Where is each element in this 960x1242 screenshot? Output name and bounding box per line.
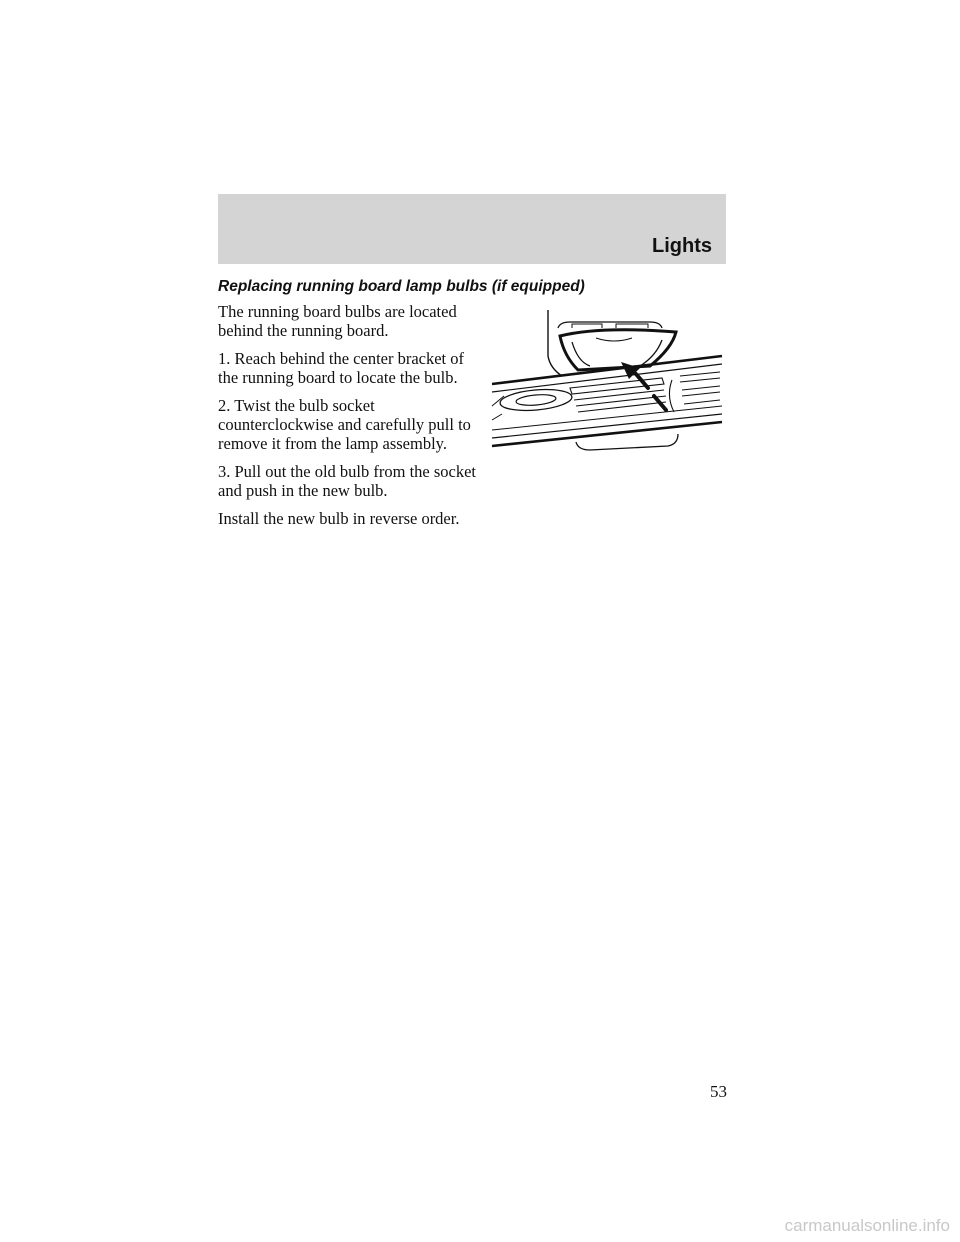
running-board-lamp-illustration <box>490 296 726 454</box>
paragraph-intro: The running board bulbs are located behind the running board. <box>218 302 457 340</box>
page-number: 53 <box>710 1082 727 1101</box>
subheading: Replacing running board lamp bulbs (if equipped) <box>218 278 585 295</box>
section-header-band <box>218 194 726 264</box>
tread-oval <box>499 387 572 413</box>
body-text <box>218 302 480 537</box>
upper-bracket <box>558 322 662 328</box>
step-1: 1. Reach behind the center bracket of the running board to locate the bulb. <box>218 349 465 387</box>
watermark: carmanualsonline.info <box>784 1216 950 1235</box>
closing-instruction: Install the new bulb in reverse order. <box>218 509 460 528</box>
step-3: 3. Pull out the old bulb from the socket and push in the new bulb. <box>218 462 477 500</box>
step-2: 2. Twist the bulb socket counterclockwise and carefully pull to remove it from the lamp assembly. <box>218 396 471 453</box>
section-title: Lights <box>652 235 712 257</box>
body-panel-edge <box>548 310 562 376</box>
